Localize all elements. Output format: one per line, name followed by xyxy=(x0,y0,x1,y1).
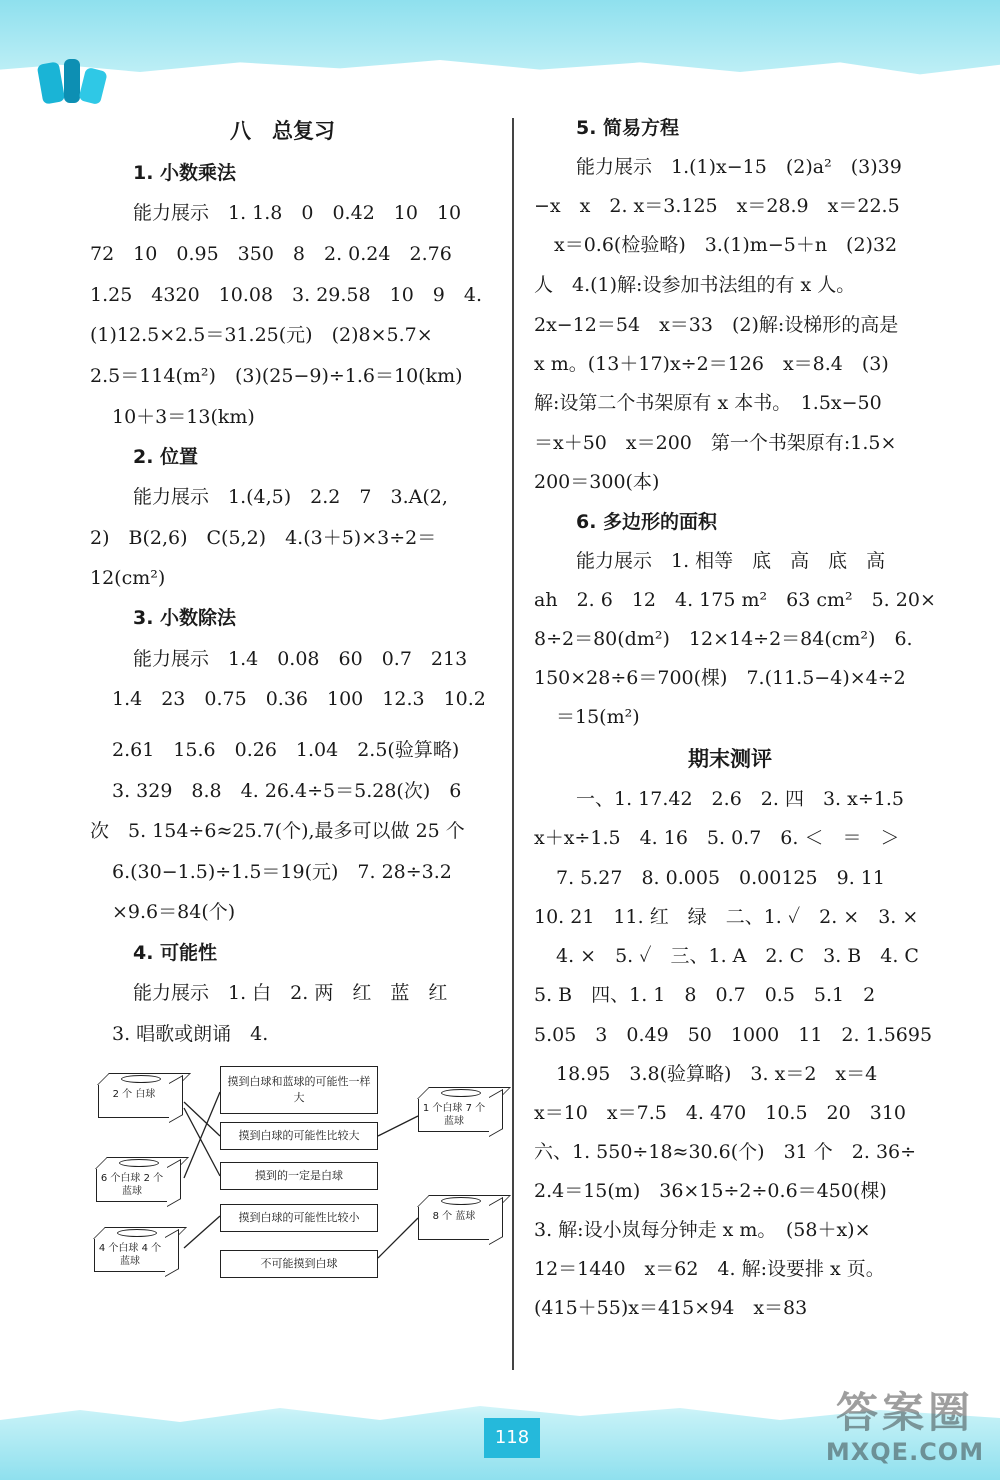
probability-matching-diagram xyxy=(88,1058,506,1290)
answer-line: 1.25 4320 10.08 3. 29.58 10 9 4. xyxy=(90,284,483,306)
answer-line: 4. × 5. ✓ 三、1. A 2. C 3. B 4. C xyxy=(556,945,919,967)
answer-line: 六、1. 550÷18≈30.6(个) 31 个 2. 36÷ xyxy=(534,1141,917,1163)
answer-line: 72 10 0.95 350 8 2. 0.24 2.76 xyxy=(90,243,452,265)
answer-line: 2) B(2,6) C(5,2) 4.(3＋5)×3÷2＝ xyxy=(90,527,437,549)
answer-line: 12＝1440 x＝62 4. 解:设要排 x 页。 xyxy=(534,1258,885,1280)
subsection-heading: 2. 位置 xyxy=(133,446,199,468)
top-wave-band xyxy=(0,0,1000,120)
answer-line: x＝0.6(检验略) 3.(1)m−5＋n (2)32 xyxy=(554,234,898,256)
box-label: 4 个白球 4 个蓝球 xyxy=(98,1243,162,1267)
page-number: 118 xyxy=(484,1418,540,1458)
section-title: 期末测评 xyxy=(688,747,772,771)
answer-line: 3. 解:设小岚每分钟走 x m。 (58＋x)× xyxy=(534,1219,871,1241)
watermark-logo xyxy=(810,1388,1000,1478)
box-2-white xyxy=(98,1084,170,1118)
subsection-heading: 4. 可能性 xyxy=(133,942,218,964)
box-label: 8 个 蓝球 xyxy=(432,1211,476,1222)
answer-line: ×9.6＝84(个) xyxy=(112,901,236,923)
answer-line: 5.05 3 0.49 50 1000 11 2. 1.5695 xyxy=(534,1024,933,1046)
outcome-label: 摸到白球的可能性比较大 xyxy=(220,1122,378,1150)
box-4-white-4-blue xyxy=(94,1238,166,1272)
box-label: 2 个 白球 xyxy=(112,1089,156,1100)
subsection-heading: 3. 小数除法 xyxy=(133,607,237,629)
book-logo-icon xyxy=(38,55,108,115)
answer-line: −x x 2. x＝3.125 x＝28.9 x＝22.5 xyxy=(534,195,900,217)
answer-line: 能力展示 1.(1)x−15 (2)a² (3)39 xyxy=(576,156,902,178)
answer-line: 12(cm²) xyxy=(90,567,166,589)
answer-line: ＝15(m²) xyxy=(556,706,640,728)
answer-line: x＝10 x＝7.5 4. 470 10.5 20 310 xyxy=(534,1102,907,1124)
connector-line xyxy=(378,1116,418,1136)
subsection-heading: 6. 多边形的面积 xyxy=(576,511,718,533)
answer-line: 3. 唱歌或朗诵 4. xyxy=(112,1023,269,1045)
outcome-label: 摸到白球的可能性比较小 xyxy=(220,1204,378,1232)
box-8-blue xyxy=(418,1206,490,1240)
outcome-label: 摸到的一定是白球 xyxy=(220,1162,378,1190)
answer-line: 2.5＝114(m²) (3)(25−9)÷1.6＝10(km) xyxy=(90,365,463,387)
answer-line: 2x−12＝54 x＝33 (2)解:设梯形的高是 xyxy=(534,314,899,336)
box-label: 6 个白球 2 个蓝球 xyxy=(100,1173,164,1197)
outcome-label: 摸到白球和蓝球的可能性一样大 xyxy=(220,1066,378,1114)
answer-line: 人 4.(1)解:设参加书法组的有 x 人。 xyxy=(534,274,856,296)
answer-line: 2.4＝15(m) 36×15÷2÷0.6＝450(棵) xyxy=(534,1180,887,1202)
answer-line: 能力展示 1. 白 2. 两 红 蓝 红 xyxy=(133,982,448,1004)
answer-line: ＝x＋50 x＝200 第一个书架原有:1.5× xyxy=(534,432,897,454)
answer-line: 6.(30−1.5)÷1.5＝19(元) 7. 28÷3.2 xyxy=(112,861,452,883)
answer-line: 3. 329 8.8 4. 26.4÷5＝5.28(次) 6 xyxy=(112,780,462,802)
answer-line: x＋x÷1.5 4. 16 5. 0.7 6. ＜ ＝ ＞ xyxy=(534,827,900,849)
answer-line: 能力展示 1. 相等 底 高 底 高 xyxy=(576,550,886,572)
answer-line: 7. 5.27 8. 0.005 0.00125 9. 11 xyxy=(556,867,885,889)
answer-line: 解:设第二个书架原有 x 本书。 1.5x−50 xyxy=(534,392,882,414)
box-1-white-7-blue xyxy=(418,1098,490,1132)
watermark-text: 答案圈 xyxy=(835,1388,974,1437)
answer-line: 150×28÷6＝700(棵) 7.(11.5−4)×4÷2 xyxy=(534,667,906,689)
watermark-domain: MXQE.COM xyxy=(825,1438,985,1466)
answer-line: 5. B 四、1. 1 8 0.7 0.5 5.1 2 xyxy=(534,984,876,1006)
answer-line: 10. 21 11. 红 绿 二、1. ✓ 2. × 3. × xyxy=(534,906,919,928)
answer-line: 10＋3＝13(km) xyxy=(112,406,255,428)
answer-line: 能力展示 1.(4,5) 2.2 7 3.A(2, xyxy=(133,486,448,508)
connector-line xyxy=(378,1218,418,1258)
answer-line: x m。(13＋17)x÷2＝126 x＝8.4 (3) xyxy=(534,353,889,375)
answer-line: 2.61 15.6 0.2̇6 1.04 2.5(验算略) xyxy=(112,739,460,761)
answer-line: ah 2. 6 12 4. 175 m² 63 cm² 5. 20× xyxy=(534,589,936,611)
answer-line: 200＝300(本) xyxy=(534,471,660,493)
answer-line: 能力展示 1. 1.8 0 0.42 10 10 xyxy=(133,202,462,224)
subsection-heading: 1. 小数乘法 xyxy=(133,162,237,184)
answer-line: (1)12.5×2.5＝31.25(元) (2)8×5.7× xyxy=(90,324,433,346)
answer-line: 18.95 3.8(验算略) 3. x＝2 x＝4 xyxy=(556,1063,878,1085)
answer-line: 1.4 23 0.75 0.36 100 12.3 10.2 xyxy=(112,688,486,710)
subsection-heading: 5. 简易方程 xyxy=(576,117,680,139)
box-6-white-2-blue xyxy=(96,1168,168,1202)
answer-line: 一、1. 17.42 2.6 2. 四 3. x÷1.5 xyxy=(576,788,904,810)
column-divider xyxy=(512,118,514,1370)
answer-line: 8÷2＝80(dm²) 12×14÷2＝84(cm²) 6. xyxy=(534,628,913,650)
box-label: 1 个白球 7 个蓝球 xyxy=(422,1103,486,1127)
answer-line: (415＋55)x＝415×94 x＝83 xyxy=(534,1297,808,1319)
section-title: 八 总复习 xyxy=(230,119,335,143)
connector-line xyxy=(184,1216,220,1248)
outcome-label: 不可能摸到白球 xyxy=(220,1250,378,1278)
answer-line: 次 5. 154÷6≈25.7(个),最多可以做 25 个 xyxy=(90,820,465,842)
answer-line: 能力展示 1.4 0.08 60 0.7 213 xyxy=(133,648,468,670)
